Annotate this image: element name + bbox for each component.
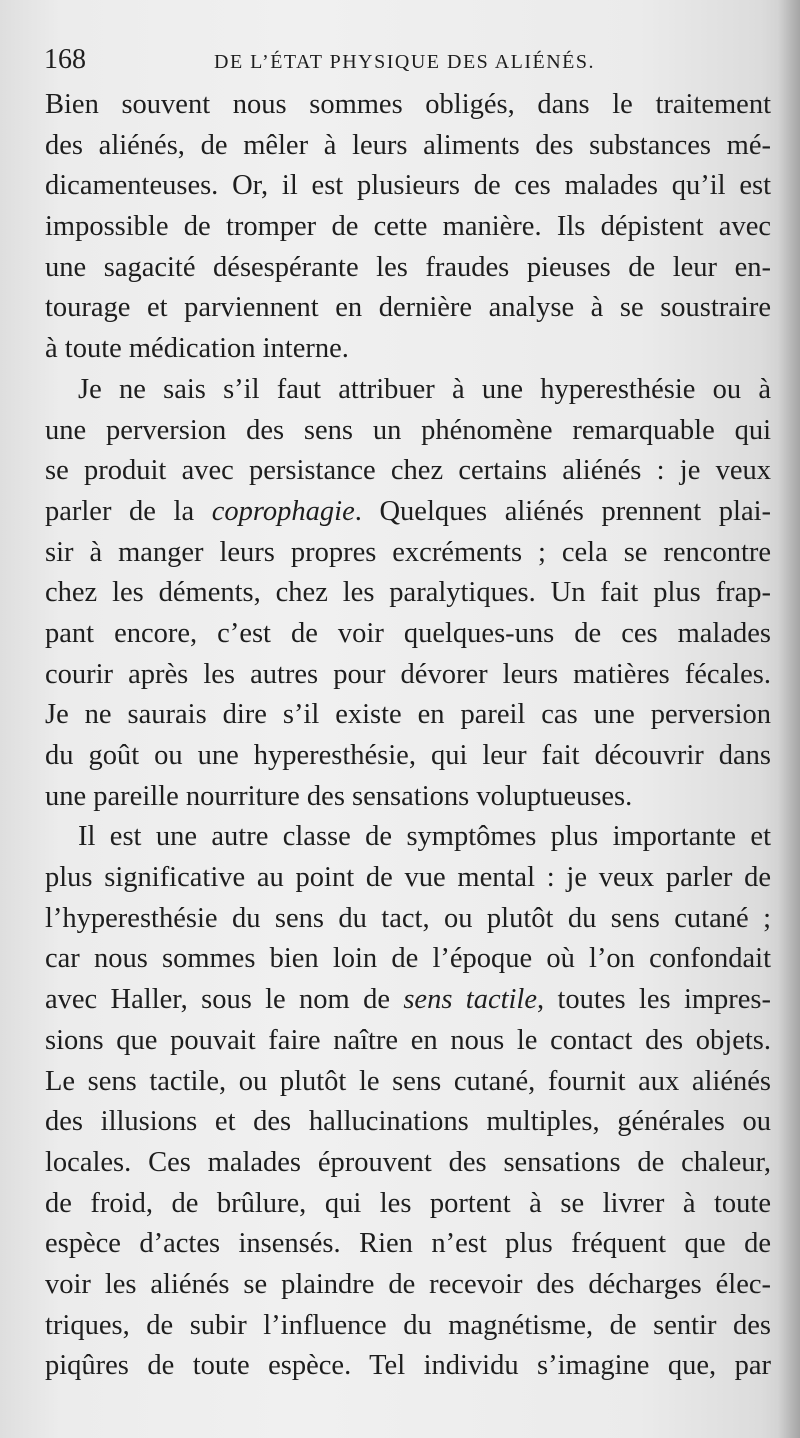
text-line: [45, 980, 771, 1021]
text-line: du goût ou une hyperesthésie, qui leur fait découvrir dans: [45, 740, 771, 771]
text-line: locales. Ces malades éprouvent des sensations de chaleur,: [45, 1146, 771, 1178]
text-line: Je ne saurais dire s’il existe en pareil cas une perversion: [45, 699, 771, 731]
running-title: DE L’ÉTAT PHYSIQUE DES ALIÉNÉS.: [214, 51, 596, 73]
text-line: [45, 492, 771, 533]
text-line: une sagacité désespérante les fraudes pieuses de leur en-: [45, 251, 771, 283]
text-line: une perversion des sens un phénomène remarquable qui: [45, 414, 771, 446]
text-line: sions que pouvait faire naître en nous le contact des objets.: [45, 1024, 771, 1056]
text-segment: parler de la: [45, 495, 212, 527]
text-segment: , toutes les impres-: [537, 984, 771, 1016]
text-line: tourage et parviennent en dernière analyse à se soustraire: [45, 292, 771, 324]
text-line: dicamenteuses. Or, il est plusieurs de ces malades qu’il est: [45, 170, 771, 202]
text-line: à toute médication interne.: [45, 333, 349, 365]
text-line: piqûres de toute espèce. Tel individu s’imagine que, par: [45, 1350, 771, 1382]
text-line: chez les déments, chez les paralytiques. Un fait plus frap-: [45, 577, 771, 609]
text-line: plus significative au point de vue mental : je veux parler de: [45, 862, 771, 894]
text-line: voir les aliénés se plaindre de recevoir des décharges élec-: [45, 1268, 771, 1300]
text-line: se produit avec persistance chez certains aliénés : je veux: [45, 455, 771, 487]
text-segment: avec Haller, sous le nom de: [45, 984, 404, 1016]
page-edge-shadow: [778, 0, 800, 1438]
italic-term: coprophagie: [211, 495, 355, 527]
text-line: une pareille nourriture des sensations voluptueuses.: [45, 780, 633, 812]
running-head: [44, 40, 774, 80]
paragraph-start-line: Je ne sais s’il faut attribuer à une hyperesthésie ou à: [78, 373, 771, 405]
paragraph-start-line: Il est une autre classe de symptômes plus importante et: [78, 821, 771, 853]
text-line: de froid, de brûlure, qui les portent à se livrer à toute: [45, 1187, 771, 1219]
page-number: 168: [44, 44, 86, 75]
text-line: Le sens tactile, ou plutôt le sens cutané, fournit aux aliénés: [45, 1065, 771, 1097]
text-line: impossible de tromper de cette manière. Ils dépistent avec: [45, 211, 771, 243]
text-line: sir à manger leurs propres excréments ; cela se rencontre: [45, 536, 771, 568]
text-line: triques, de subir l’influence du magnétisme, de sentir des: [45, 1309, 771, 1341]
italic-term: sens tactile: [403, 984, 538, 1016]
text-line: pant encore, c’est de voir quelques-uns de ces malades: [45, 617, 771, 649]
text-line: des illusions et des hallucinations multiples, générales ou: [45, 1106, 771, 1138]
text-line: espèce d’actes insensés. Rien n’est plus fréquent que de: [45, 1228, 771, 1260]
text-segment: . Quelques aliénés prennent plai-: [354, 495, 771, 527]
text-line: courir après les autres pour dévorer leurs matières fécales.: [45, 658, 771, 690]
text-line: Bien souvent nous sommes obligés, dans le traitement: [45, 89, 771, 120]
text-line: l’hyperesthésie du sens du tact, ou plutôt du sens cutané ;: [45, 902, 771, 934]
text-line: car nous sommes bien loin de l’époque où l’on confondait: [45, 943, 771, 975]
text-line: des aliénés, de mêler à leurs aliments des substances mé-: [45, 129, 771, 161]
body-text: [45, 85, 771, 1387]
